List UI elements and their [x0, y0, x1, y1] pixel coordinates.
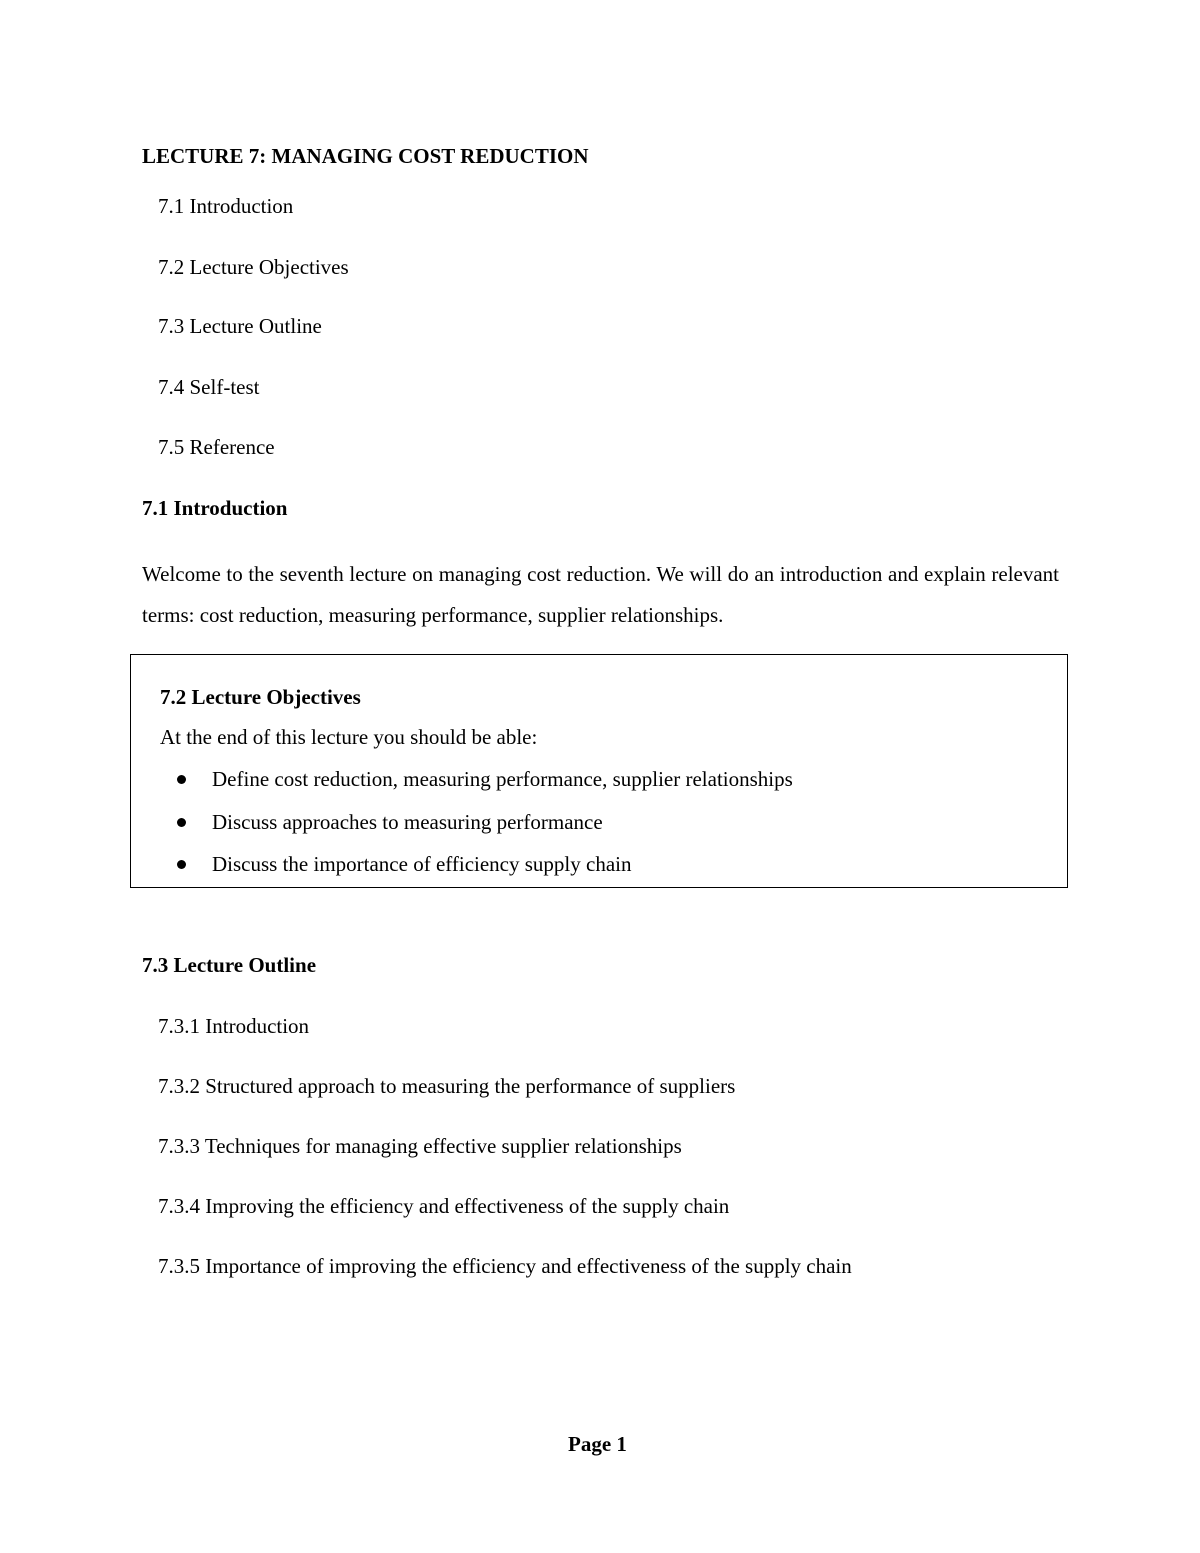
outline-item: 7.3.5 Importance of improving the efficiency and effectiveness of the supply chain — [158, 1254, 852, 1278]
page-number: Page 1 — [568, 1432, 627, 1456]
bullet-icon — [177, 818, 186, 827]
toc-item: 7.5 Reference — [158, 435, 275, 459]
toc-item: 7.1 Introduction — [158, 194, 294, 218]
objective-item: Discuss the importance of efficiency supply chain — [212, 852, 632, 876]
objective-item: Discuss approaches to measuring performance — [212, 810, 603, 834]
toc-item: 7.3 Lecture Outline — [158, 314, 322, 338]
introduction-heading: 7.1 Introduction — [142, 496, 288, 520]
toc-item: 7.2 Lecture Objectives — [158, 255, 349, 279]
outline-item: 7.3.1 Introduction — [158, 1014, 310, 1038]
page-title: LECTURE 7: MANAGING COST REDUCTION — [142, 144, 589, 168]
objectives-heading: 7.2 Lecture Objectives — [160, 685, 361, 709]
toc-item: 7.4 Self-test — [158, 375, 260, 399]
outline-item: 7.3.2 Structured approach to measuring the performance of suppliers — [158, 1074, 736, 1098]
objectives-intro: At the end of this lecture you should be able: — [160, 725, 538, 749]
bullet-icon — [177, 860, 186, 869]
introduction-paragraph: Welcome to the seventh lecture on managing cost reduction. We will do an introduction and explain relevant terms: cost reduction, measuring performance, supplier relationships. — [142, 562, 1059, 627]
outline-heading: 7.3 Lecture Outline — [142, 953, 317, 977]
bullet-icon — [177, 775, 186, 784]
objective-item: Define cost reduction, measuring performance, supplier relationships — [212, 767, 793, 791]
outline-item: 7.3.4 Improving the efficiency and effectiveness of the supply chain — [158, 1194, 730, 1218]
outline-item: 7.3.3 Techniques for managing effective supplier relationships — [158, 1134, 682, 1158]
